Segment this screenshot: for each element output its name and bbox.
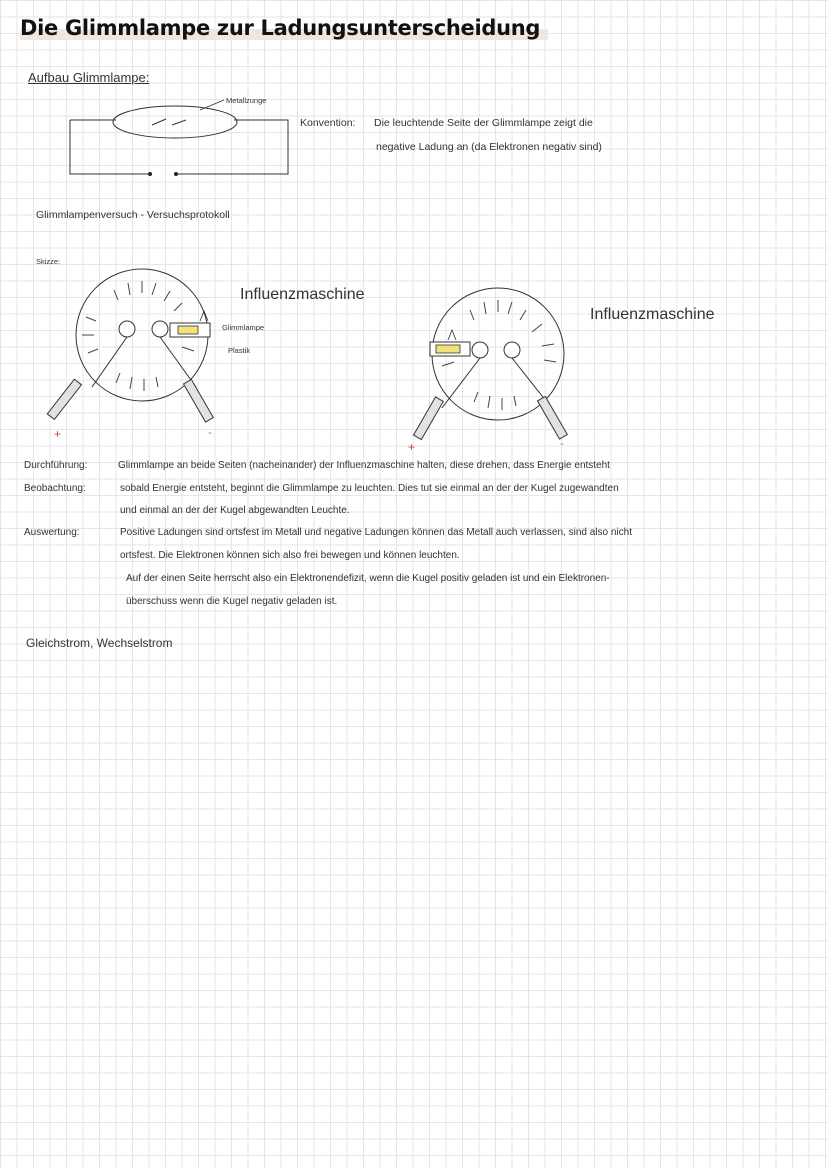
- left-influence-machine-sketch: [56, 265, 236, 445]
- metallzunge-label: Metallzunge: [226, 96, 267, 105]
- auswertung-label: Auswertung:: [24, 527, 80, 538]
- right-plus-sign: +: [408, 440, 416, 454]
- beobachtung-label: Beobachtung:: [24, 483, 86, 494]
- auswertung-line3: Auf der einen Seite herrscht also ein Elektronendefizit, wenn die Kugel positiv geladen ist und ein Elektronen-: [126, 573, 610, 584]
- versuch-title: Glimmlampenversuch - Versuchsprotokoll: [36, 209, 230, 221]
- aufbau-heading: Aufbau Glimmlampe:: [28, 70, 150, 85]
- konvention-label: Konvention:: [300, 117, 356, 129]
- auswertung-line2: ortsfest. Die Elektronen können sich also frei bewegen und können leuchten.: [120, 550, 460, 561]
- durchfuehrung-label: Durchführung:: [24, 460, 88, 471]
- left-glimmlampe-label: Glimmlampe: [222, 323, 265, 332]
- circuit-diagram: [60, 92, 300, 182]
- left-plus-sign: +: [54, 427, 62, 441]
- beobachtung-line1: sobald Energie entsteht, beginnt die Glimmlampe zu leuchten. Dies tut sie einmal an der der Kugel zugewandten: [120, 483, 619, 494]
- page-title: Die Glimmlampe zur Ladungsunterscheidung: [20, 16, 548, 40]
- konvention-line1: Die leuchtende Seite der Glimmlampe zeigt die: [374, 117, 593, 129]
- left-plastik-label: Plastik: [228, 346, 251, 355]
- konvention-line2: negative Ladung an (da Elektronen negativ sind): [376, 141, 602, 153]
- left-influenzmaschine-label: Influenzmaschine: [240, 286, 365, 303]
- left-minus-sign: -: [208, 425, 212, 439]
- auswertung-line1: Positive Ladungen sind ortsfest im Metall und negative Ladungen können das Metall auch verlassen, sind also nicht: [120, 527, 632, 538]
- skizze-label: Skizze:: [36, 257, 61, 266]
- durchfuehrung-text: Glimmlampe an beide Seiten (nacheinander) der Influenzmaschine halten, diese drehen, dass Energie entsteht: [118, 460, 610, 471]
- right-minus-sign: -: [560, 436, 564, 450]
- auswertung-line4: überschuss wenn die Kugel negativ geladen ist.: [126, 596, 338, 607]
- right-influenzmaschine-label: Influenzmaschine: [590, 306, 715, 323]
- gleichstrom-note: Gleichstrom, Wechselstrom: [26, 636, 173, 650]
- beobachtung-line2: und einmal an der der Kugel abgewandten Leuchte.: [120, 505, 350, 516]
